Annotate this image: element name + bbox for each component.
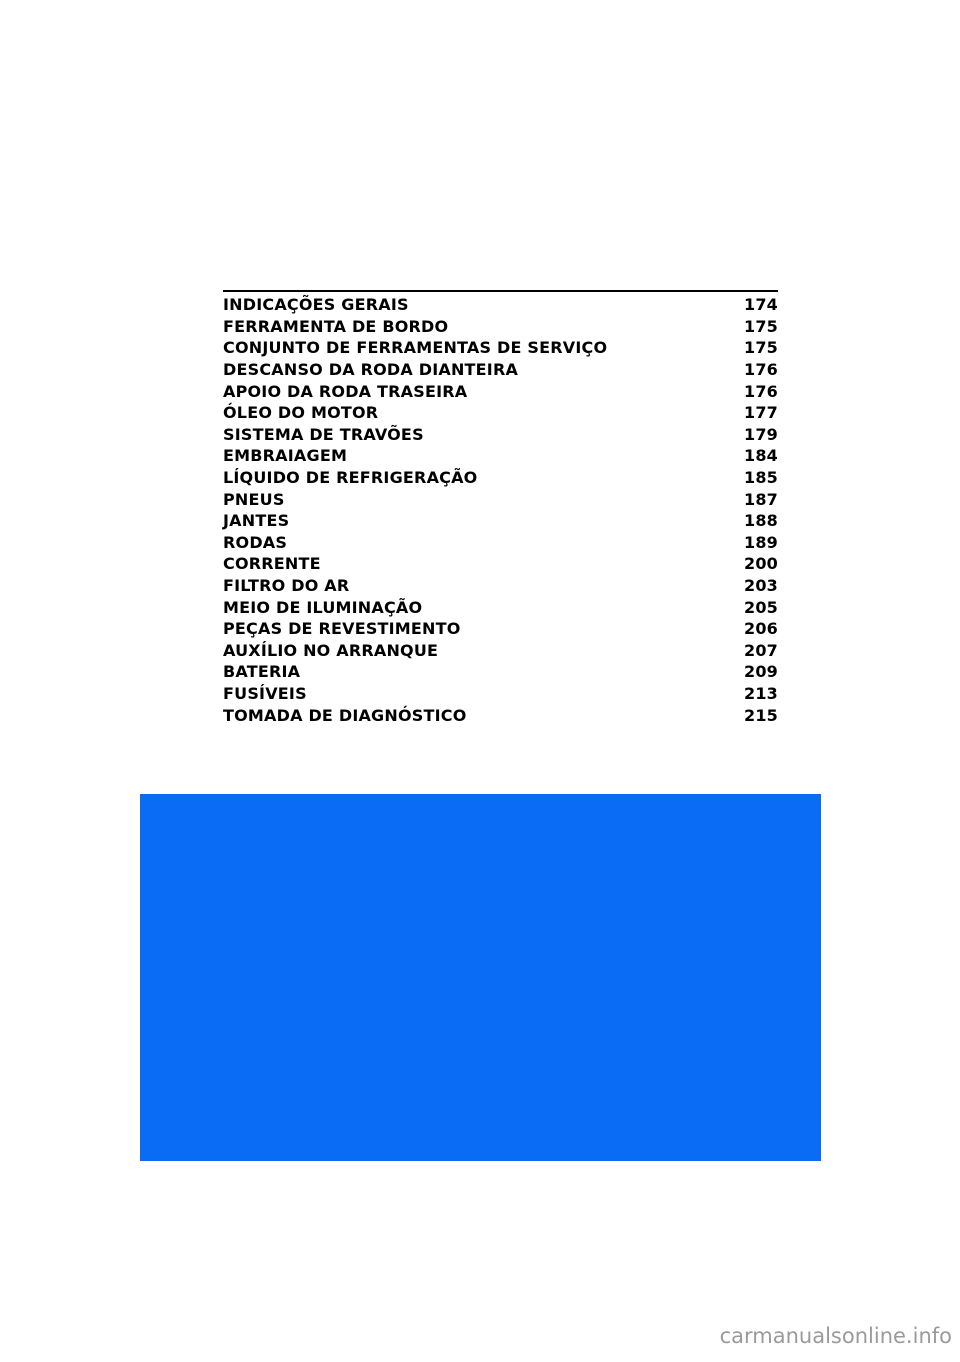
toc-entry-title: CONJUNTO DE FERRAMENTAS DE SERVIÇO	[223, 338, 608, 358]
toc-entry-title: LÍQUIDO DE REFRIGERAÇÃO	[223, 468, 478, 488]
toc-entry[interactable]	[223, 618, 778, 640]
watermark-text: carmanualsonline.info	[719, 1324, 952, 1348]
toc-entry[interactable]	[223, 424, 778, 446]
toc-entry-title: PEÇAS DE REVESTIMENTO	[223, 619, 461, 639]
toc-entry-page: 215	[744, 705, 778, 725]
toc-entry-page: 176	[744, 381, 778, 401]
toc-entry[interactable]	[223, 467, 778, 489]
toc-entry-title: APOIO DA RODA TRASEIRA	[223, 381, 468, 401]
toc-entry[interactable]	[223, 488, 778, 510]
toc-entry-title: FILTRO DO AR	[223, 576, 350, 596]
toc-entry-page: 174	[744, 295, 778, 315]
toc-entry[interactable]	[223, 704, 778, 726]
toc-entry[interactable]	[223, 575, 778, 597]
toc-entry[interactable]	[223, 359, 778, 381]
toc-entry-title: TOMADA DE DIAGNÓSTICO	[223, 705, 467, 725]
toc-entry-page: 185	[744, 468, 778, 488]
blue-color-panel	[140, 794, 821, 1161]
table-of-contents	[223, 290, 778, 726]
toc-entry-page: 175	[744, 316, 778, 336]
toc-entry[interactable]	[223, 596, 778, 618]
toc-entry-page: 209	[744, 662, 778, 682]
toc-entry[interactable]	[223, 661, 778, 683]
toc-entry-page: 188	[744, 511, 778, 531]
toc-entry-title: BATERIA	[223, 662, 301, 682]
toc-entry-title: INDICAÇÕES GERAIS	[223, 295, 409, 315]
toc-entry[interactable]	[223, 380, 778, 402]
toc-entry-page: 179	[744, 424, 778, 444]
toc-entry[interactable]	[223, 337, 778, 359]
toc-entry[interactable]	[223, 510, 778, 532]
toc-entry[interactable]	[223, 402, 778, 424]
toc-entry[interactable]	[223, 683, 778, 705]
toc-entry-title: JANTES	[223, 511, 290, 531]
toc-entry-title: ÓLEO DO MOTOR	[223, 403, 379, 423]
toc-entry[interactable]	[223, 553, 778, 575]
toc-entry-title: CORRENTE	[223, 554, 321, 574]
toc-entry[interactable]	[223, 445, 778, 467]
toc-entry-title: DESCANSO DA RODA DIANTEIRA	[223, 360, 519, 380]
toc-entry-title: EMBRAIAGEM	[223, 446, 348, 466]
toc-entry-page: 184	[744, 446, 778, 466]
toc-entry-page: 175	[744, 338, 778, 358]
toc-entry-title: PNEUS	[223, 489, 285, 509]
toc-entry-page: 207	[744, 640, 778, 660]
toc-entry-page: 203	[744, 576, 778, 596]
toc-entry-title: AUXÍLIO NO ARRANQUE	[223, 640, 439, 660]
toc-entry-title: FERRAMENTA DE BORDO	[223, 316, 449, 336]
toc-entry-title: SISTEMA DE TRAVÕES	[223, 424, 424, 444]
toc-entry-page: 205	[744, 597, 778, 617]
toc-entry[interactable]	[223, 640, 778, 662]
toc-entry[interactable]	[223, 294, 778, 316]
toc-entry-page: 206	[744, 619, 778, 639]
toc-entry-title: FUSÍVEIS	[223, 683, 307, 703]
toc-entry-page: 176	[744, 360, 778, 380]
toc-entry-page: 200	[744, 554, 778, 574]
toc-entry[interactable]	[223, 316, 778, 338]
toc-entry-page: 187	[744, 489, 778, 509]
toc-entry-page: 213	[744, 683, 778, 703]
toc-entry-title: RODAS	[223, 532, 288, 552]
toc-entry-page: 177	[744, 403, 778, 423]
toc-entry[interactable]	[223, 532, 778, 554]
toc-entry-page: 189	[744, 532, 778, 552]
toc-entry-title: MEIO DE ILUMINAÇÃO	[223, 597, 423, 617]
